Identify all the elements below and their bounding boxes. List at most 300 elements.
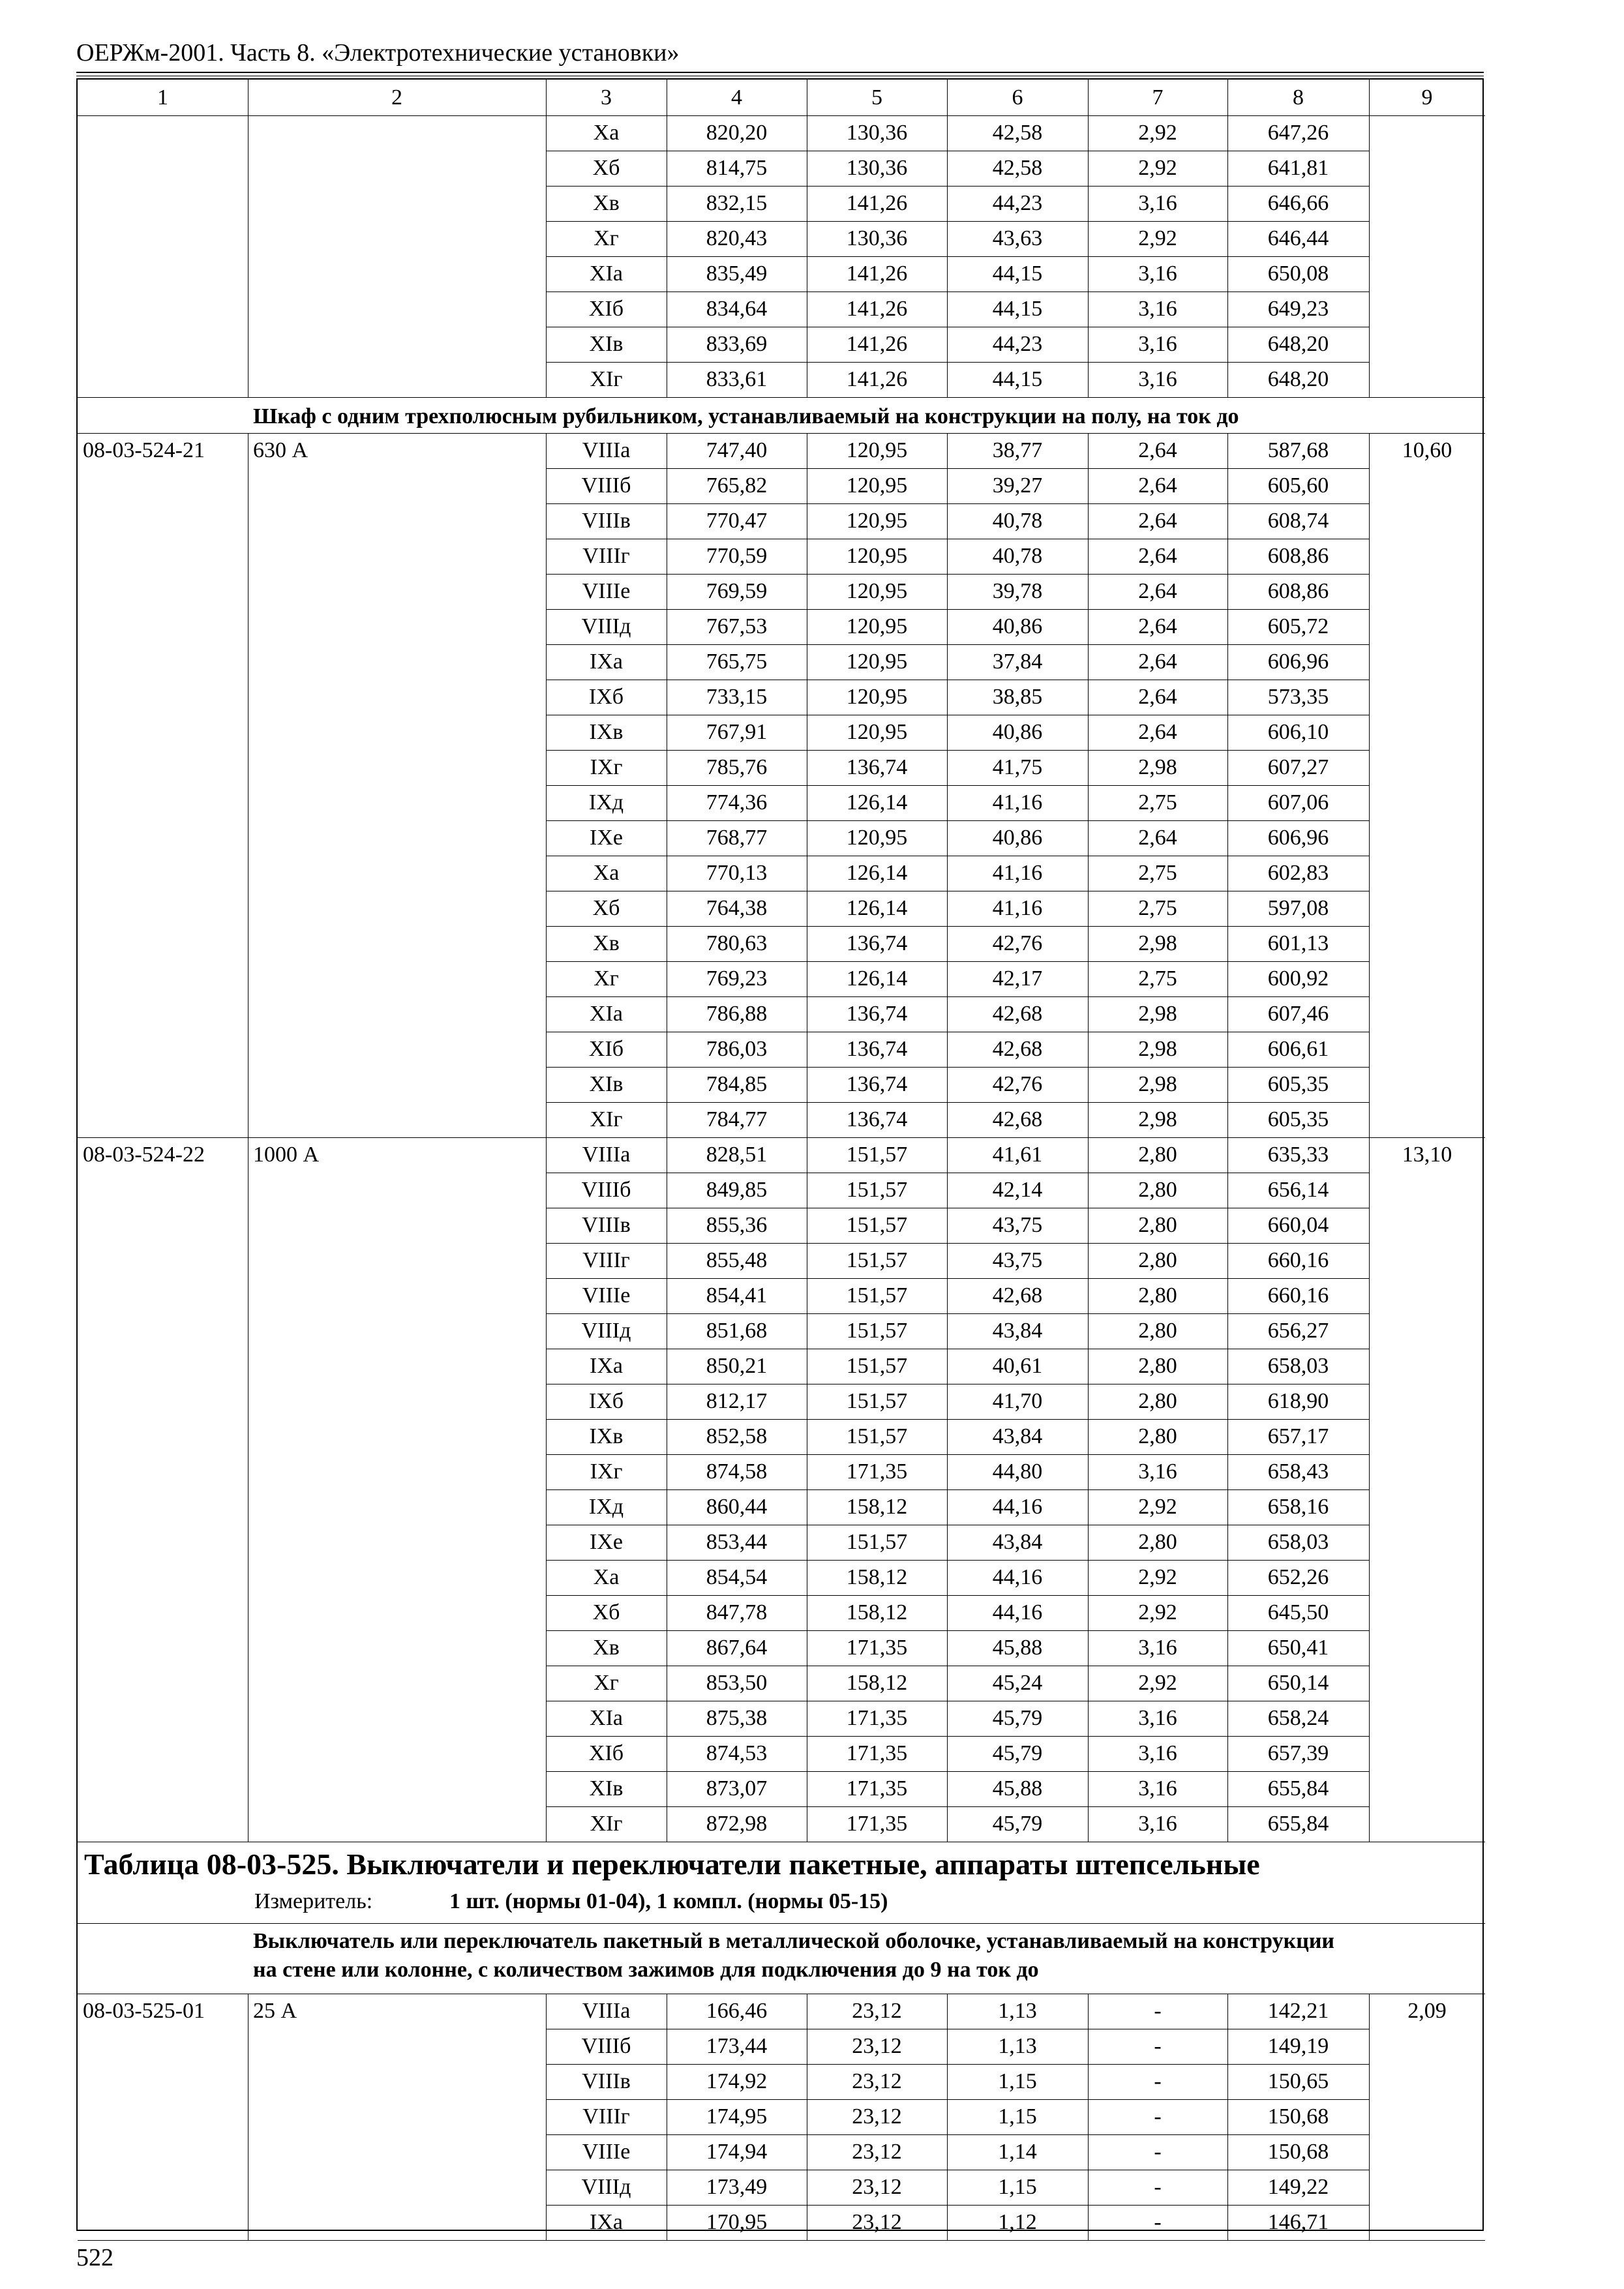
table-cell: 2,80 (1138, 1143, 1177, 1167)
norm-code: 08-03-524-22 (83, 1143, 205, 1167)
table-cell: 43,75 (992, 1213, 1043, 1237)
table-cell: 2,92 (1138, 226, 1177, 250)
table-cell: 42,68 (992, 1283, 1043, 1308)
column-divider (947, 80, 948, 115)
table-cell: 2,75 (1138, 966, 1177, 991)
table-cell: 650,08 (1267, 262, 1329, 286)
table-cell: Xг (594, 966, 619, 991)
table-cell: 770,47 (706, 509, 768, 533)
table-cell: VIIIд (581, 614, 631, 638)
table-cell: 45,24 (992, 1671, 1043, 1695)
table-cell: 42,58 (992, 156, 1043, 180)
table-cell: 130,36 (846, 156, 908, 180)
table-cell: 605,35 (1267, 1072, 1329, 1096)
table-cell: 130,36 (846, 226, 908, 250)
row-divider (546, 820, 1369, 821)
table-cell: 3,16 (1138, 1706, 1177, 1730)
table-cell: 3,16 (1138, 297, 1177, 321)
table-cell: 40,78 (992, 509, 1043, 533)
norm-code: 08-03-525-01 (83, 1999, 205, 2023)
table-cell: 151,57 (846, 1143, 908, 1167)
column-divider (1088, 1137, 1089, 1842)
table-cell: 120,95 (846, 685, 908, 709)
table-cell: 587,68 (1267, 438, 1329, 462)
column-divider (1227, 1137, 1228, 1842)
table-cell: 597,08 (1267, 896, 1329, 920)
table-cell: 170,95 (706, 2210, 768, 2234)
column-number: 5 (871, 85, 882, 110)
table-cell: 44,16 (992, 1565, 1043, 1589)
table-cell: 2,64 (1138, 650, 1177, 674)
table-cell: 1,15 (998, 2069, 1037, 2093)
norm-name (248, 115, 546, 157)
table-cell: 2,98 (1138, 1037, 1177, 1061)
table-cell: 42,68 (992, 1037, 1043, 1061)
table-cell: 149,19 (1267, 2034, 1329, 2058)
table-cell: 42,76 (992, 1072, 1043, 1096)
table-cell: - (1154, 1999, 1162, 2023)
table-cell: XIa (590, 1706, 623, 1730)
row-divider (546, 468, 1369, 469)
row-divider (546, 926, 1369, 927)
table-cell: 136,74 (846, 931, 908, 955)
table-cell: 149,22 (1267, 2175, 1329, 2199)
table-cell: 851,68 (706, 1319, 768, 1343)
table-cell: 45,88 (992, 1636, 1043, 1660)
table-cell: 2,75 (1138, 896, 1177, 920)
table-cell: 23,12 (852, 2210, 902, 2234)
table-cell: VIIIг (582, 544, 630, 568)
table-cell: 874,58 (706, 1459, 768, 1484)
column-divider (546, 433, 547, 1137)
column-divider (546, 115, 547, 397)
row-divider (546, 1419, 1369, 1420)
column-number: 8 (1293, 85, 1304, 110)
table-cell: 650,41 (1267, 1636, 1329, 1660)
table-cell: 23,12 (852, 2034, 902, 2058)
table-cell: 606,96 (1267, 826, 1329, 850)
table-cell: 41,70 (992, 1389, 1043, 1413)
column-number: 7 (1152, 85, 1164, 110)
table-cell: 3,16 (1138, 1459, 1177, 1484)
table-cell: 41,61 (992, 1143, 1043, 1167)
table-cell: 120,95 (846, 544, 908, 568)
table-cell: 607,46 (1267, 1002, 1329, 1026)
table-cell: 2,92 (1138, 156, 1177, 180)
column-number: 3 (601, 85, 612, 110)
table-cell: 142,21 (1267, 1999, 1329, 2023)
table-cell: 44,23 (992, 332, 1043, 356)
row-divider (546, 2134, 1369, 2135)
table-cell: 607,27 (1267, 755, 1329, 779)
table-cell: 873,07 (706, 1776, 768, 1801)
table-cell: 833,61 (706, 367, 768, 391)
table-cell: 38,77 (992, 438, 1043, 462)
table-cell: IXa (590, 1354, 623, 1378)
table-cell: 173,49 (706, 2175, 768, 2199)
table-cell: 2,80 (1138, 1213, 1177, 1237)
table-cell: IXд (588, 1495, 624, 1519)
table-cell: 768,77 (706, 826, 768, 850)
table-cell: 2,80 (1138, 1319, 1177, 1343)
table-cell: 43,63 (992, 226, 1043, 250)
table-cell: 1,13 (998, 2034, 1037, 2058)
table-cell: 44,15 (992, 262, 1043, 286)
table-cell: 2,80 (1138, 1283, 1177, 1308)
table-cell: 855,48 (706, 1248, 768, 1272)
table-cell: 658,43 (1267, 1459, 1329, 1484)
table-cell: 3,16 (1138, 1812, 1177, 1836)
table-cell: 42,14 (992, 1178, 1043, 1202)
table-cell: 136,74 (846, 1002, 908, 1026)
column-divider (546, 1137, 547, 1842)
table-cell: 1,12 (998, 2210, 1037, 2234)
row-divider (546, 1067, 1369, 1068)
table-cell: 2,92 (1138, 1495, 1177, 1519)
table-cell: 45,79 (992, 1741, 1043, 1765)
table-cell: 171,35 (846, 1741, 908, 1765)
table-cell: 151,57 (846, 1213, 908, 1237)
table-cell: 647,26 (1267, 121, 1329, 145)
table-cell: 42,68 (992, 1107, 1043, 1131)
row-divider (546, 1595, 1369, 1596)
table-cell: 660,16 (1267, 1283, 1329, 1308)
table-cell: 136,74 (846, 755, 908, 779)
table-cell: 3,16 (1138, 191, 1177, 215)
column-divider (1369, 80, 1370, 115)
table-cell: 136,74 (846, 1037, 908, 1061)
table-cell: 770,13 (706, 861, 768, 885)
table-cell: 660,04 (1267, 1213, 1329, 1237)
table-cell: 2,64 (1138, 826, 1177, 850)
table-cell: 2,80 (1138, 1389, 1177, 1413)
table-cell: 136,74 (846, 1107, 908, 1131)
table-cell: 656,14 (1267, 1178, 1329, 1202)
measure-label: Измеритель: (254, 1889, 373, 1913)
row-divider (546, 2064, 1369, 2065)
table-cell: 41,16 (992, 861, 1043, 885)
norm-col9 (1369, 115, 1485, 157)
table-cell: 2,80 (1138, 1248, 1177, 1272)
table-cell: 602,83 (1267, 861, 1329, 885)
table-cell: - (1154, 2210, 1162, 2234)
column-divider (1088, 80, 1089, 115)
table-cell: Xв (593, 931, 620, 955)
norm-col9: 10,60 (1402, 438, 1452, 462)
table-cell: 141,26 (846, 297, 908, 321)
table-cell: 853,50 (706, 1671, 768, 1695)
table-cell: 814,75 (706, 156, 768, 180)
table-cell: 40,61 (992, 1354, 1043, 1378)
row-divider (546, 2099, 1369, 2100)
table-cell: 23,12 (852, 2175, 902, 2199)
row-divider (546, 1806, 1369, 1807)
row-divider (546, 750, 1369, 751)
column-divider (947, 433, 948, 1137)
table-cell: 120,95 (846, 438, 908, 462)
table-cell: 151,57 (846, 1248, 908, 1272)
table-cell: VIIIг (582, 1248, 630, 1272)
table-cell: 151,57 (846, 1178, 908, 1202)
row-divider (78, 1923, 1485, 1924)
table-cell: 769,23 (706, 966, 768, 991)
table-cell: XIб (588, 1741, 624, 1765)
table-cell: 648,20 (1267, 367, 1329, 391)
table-cell: 764,38 (706, 896, 768, 920)
table-cell: IXг (590, 1459, 623, 1484)
table-cell: 151,57 (846, 1354, 908, 1378)
table-cell: 780,63 (706, 931, 768, 955)
row-divider (546, 1313, 1369, 1314)
table-cell: VIIIa (582, 1999, 631, 2023)
row-divider (546, 574, 1369, 575)
table-cell: 43,84 (992, 1424, 1043, 1448)
column-divider (947, 1137, 948, 1842)
row-divider (546, 1630, 1369, 1631)
norm-name: 630 А (253, 438, 308, 462)
table-cell: 171,35 (846, 1776, 908, 1801)
table-cell: 174,94 (706, 2140, 768, 2164)
table-cell: 657,39 (1267, 1741, 1329, 1765)
column-divider (1369, 433, 1370, 1137)
table-cell: 3,16 (1138, 332, 1177, 356)
table-cell: 605,35 (1267, 1107, 1329, 1131)
document-header: ОЕРЖм-2001. Часть 8. «Электротехнические установки» (76, 39, 680, 67)
row-divider (78, 397, 1485, 398)
table-cell: 649,23 (1267, 297, 1329, 321)
column-divider (546, 1994, 547, 2240)
row-divider (546, 256, 1369, 257)
table-cell: 606,96 (1267, 650, 1329, 674)
row-divider (546, 1102, 1369, 1103)
table-cell: 150,65 (1267, 2069, 1329, 2093)
table-cell: XIa (590, 262, 623, 286)
table-cell: 40,86 (992, 614, 1043, 638)
column-number: 2 (391, 85, 402, 110)
table-cell: IXб (588, 1389, 624, 1413)
table-cell: 646,66 (1267, 191, 1329, 215)
table-cell: 635,33 (1267, 1143, 1329, 1167)
table-cell: 44,15 (992, 297, 1043, 321)
table-cell: 151,57 (846, 1389, 908, 1413)
table-cell: 39,27 (992, 473, 1043, 498)
table-cell: Xa (593, 861, 620, 885)
table-cell: 45,79 (992, 1706, 1043, 1730)
column-divider (1227, 1994, 1228, 2240)
table-cell: 2,98 (1138, 1002, 1177, 1026)
table-cell: 2,64 (1138, 614, 1177, 638)
column-divider (947, 115, 948, 397)
norm-code (78, 115, 248, 157)
table-cell: 2,98 (1138, 755, 1177, 779)
table-cell: 652,26 (1267, 1565, 1329, 1589)
row-divider (546, 503, 1369, 504)
table-cell: 875,38 (706, 1706, 768, 1730)
table-cell: 850,21 (706, 1354, 768, 1378)
table-cell: 2,92 (1138, 121, 1177, 145)
table-cell: Xб (592, 156, 620, 180)
section-heading: на стене или колонне, с количеством зажимов для подключения до 9 на ток до (253, 1958, 1039, 1982)
table-cell: 158,12 (846, 1671, 908, 1695)
table-cell: 767,91 (706, 720, 768, 744)
table-cell: 2,75 (1138, 790, 1177, 815)
table-cell: 158,12 (846, 1565, 908, 1589)
row-divider (78, 2240, 1485, 2241)
table-cell: 23,12 (852, 2140, 902, 2164)
table-cell: 43,84 (992, 1319, 1043, 1343)
table-cell: 41,16 (992, 790, 1043, 815)
table-cell: IXд (588, 790, 624, 815)
table-cell: 158,12 (846, 1600, 908, 1624)
table-cell: 120,95 (846, 473, 908, 498)
table-cell: 828,51 (706, 1143, 768, 1167)
table-cell: 600,92 (1267, 966, 1329, 991)
table-cell: 860,44 (706, 1495, 768, 1519)
table-cell: 136,74 (846, 1072, 908, 1096)
table-cell: VIIIa (582, 1143, 631, 1167)
table-cell: 2,98 (1138, 931, 1177, 955)
table-cell: 40,86 (992, 720, 1043, 744)
table-cell: 608,86 (1267, 544, 1329, 568)
table-cell: 43,84 (992, 1530, 1043, 1554)
table-cell: 37,84 (992, 650, 1043, 674)
column-divider (546, 80, 547, 115)
table-cell: XIб (588, 297, 624, 321)
table-cell: 38,85 (992, 685, 1043, 709)
table-cell: Xв (593, 1636, 620, 1660)
table-cell: 174,92 (706, 2069, 768, 2093)
table-cell: 126,14 (846, 896, 908, 920)
table-cell: 785,76 (706, 755, 768, 779)
row-divider (546, 1454, 1369, 1455)
table-cell: 2,75 (1138, 861, 1177, 885)
table-cell: 42,17 (992, 966, 1043, 991)
table-cell: 658,03 (1267, 1530, 1329, 1554)
table-cell: IXв (589, 1424, 624, 1448)
table-cell: 171,35 (846, 1706, 908, 1730)
table-cell: VIIIб (581, 473, 631, 498)
row-divider (546, 1243, 1369, 1244)
table-cell: 867,64 (706, 1636, 768, 1660)
table-cell: 151,57 (846, 1283, 908, 1308)
table-cell: 872,98 (706, 1812, 768, 1836)
table-cell: XIг (590, 1107, 623, 1131)
table-cell: 747,40 (706, 438, 768, 462)
table-cell: 733,15 (706, 685, 768, 709)
column-number: 4 (731, 85, 742, 110)
table-cell: 835,49 (706, 262, 768, 286)
table-cell: 3,16 (1138, 1636, 1177, 1660)
table-cell: 40,86 (992, 826, 1043, 850)
table-cell: 2,92 (1138, 1600, 1177, 1624)
column-divider (1227, 80, 1228, 115)
table-cell: VIIIе (582, 579, 631, 603)
table-cell: 174,95 (706, 2104, 768, 2129)
column-number: 6 (1012, 85, 1023, 110)
table-cell: 126,14 (846, 790, 908, 815)
table-cell: 3,16 (1138, 367, 1177, 391)
norm-name: 25 А (253, 1999, 297, 2023)
table-cell: 658,24 (1267, 1706, 1329, 1730)
table-cell: 171,35 (846, 1636, 908, 1660)
table-cell: 166,46 (706, 1999, 768, 2023)
row-divider (546, 2205, 1369, 2206)
table-cell: 855,36 (706, 1213, 768, 1237)
table-cell: 648,20 (1267, 332, 1329, 356)
row-divider (546, 961, 1369, 962)
table-cell: 141,26 (846, 367, 908, 391)
table-cell: Xa (593, 1565, 620, 1589)
table-cell: 606,61 (1267, 1037, 1329, 1061)
table-cell: 650,14 (1267, 1671, 1329, 1695)
table-cell: VIIIг (582, 2104, 630, 2129)
table-cell: 784,85 (706, 1072, 768, 1096)
table-cell: XIб (588, 1037, 624, 1061)
table-cell: 2,64 (1138, 685, 1177, 709)
table-cell: 1,15 (998, 2175, 1037, 2199)
page-number: 522 (76, 2244, 113, 2271)
table-cell: IXa (590, 2210, 623, 2234)
table-cell: 2,98 (1138, 1107, 1177, 1131)
table-cell: 150,68 (1267, 2104, 1329, 2129)
table-cell: 40,78 (992, 544, 1043, 568)
column-divider (1369, 1137, 1370, 1842)
table-cell: 854,41 (706, 1283, 768, 1308)
table-cell: 2,80 (1138, 1354, 1177, 1378)
table-cell: - (1154, 2140, 1162, 2164)
table-cell: 126,14 (846, 861, 908, 885)
table-cell: VIIIб (581, 1178, 631, 1202)
table-cell: 607,06 (1267, 790, 1329, 815)
table-cell: 171,35 (846, 1812, 908, 1836)
table-cell: 2,64 (1138, 473, 1177, 498)
table-cell: IXе (590, 826, 623, 850)
norm-col9: 13,10 (1402, 1143, 1452, 1167)
table-cell: - (1154, 2175, 1162, 2199)
table-cell: 44,16 (992, 1495, 1043, 1519)
table-cell: 849,85 (706, 1178, 768, 1202)
table-cell: 767,53 (706, 614, 768, 638)
table-cell: 44,80 (992, 1459, 1043, 1484)
measure-value: 1 шт. (нормы 01-04), 1 компл. (нормы 05-15) (449, 1889, 888, 1913)
table-cell: 853,44 (706, 1530, 768, 1554)
table-cell: 43,75 (992, 1248, 1043, 1272)
column-divider (1227, 115, 1228, 397)
table-cell: 655,84 (1267, 1812, 1329, 1836)
table-cell: VIIIе (582, 2140, 631, 2164)
table-cell: Xв (593, 191, 620, 215)
table-cell: 655,84 (1267, 1776, 1329, 1801)
table-cell: IXa (590, 650, 623, 674)
row-divider (546, 609, 1369, 610)
table-cell: XIв (589, 1776, 624, 1801)
table-cell: 852,58 (706, 1424, 768, 1448)
table-cell: 641,81 (1267, 156, 1329, 180)
table-cell: - (1154, 2034, 1162, 2058)
table-cell: 2,64 (1138, 720, 1177, 744)
table-cell: 23,12 (852, 2104, 902, 2129)
table-cell: 774,36 (706, 790, 768, 815)
table-cell: 151,57 (846, 1424, 908, 1448)
table-cell: 120,95 (846, 650, 908, 674)
table-cell: 2,64 (1138, 579, 1177, 603)
table-cell: 41,16 (992, 896, 1043, 920)
table-cell: 41,75 (992, 755, 1043, 779)
norms-table (76, 78, 1484, 2234)
section-heading: Шкаф с одним трехполюсным рубильником, устанавливаемый на конструкции на полу, на ток до (253, 404, 1239, 428)
table-cell: 820,20 (706, 121, 768, 145)
table-cell: 120,95 (846, 509, 908, 533)
